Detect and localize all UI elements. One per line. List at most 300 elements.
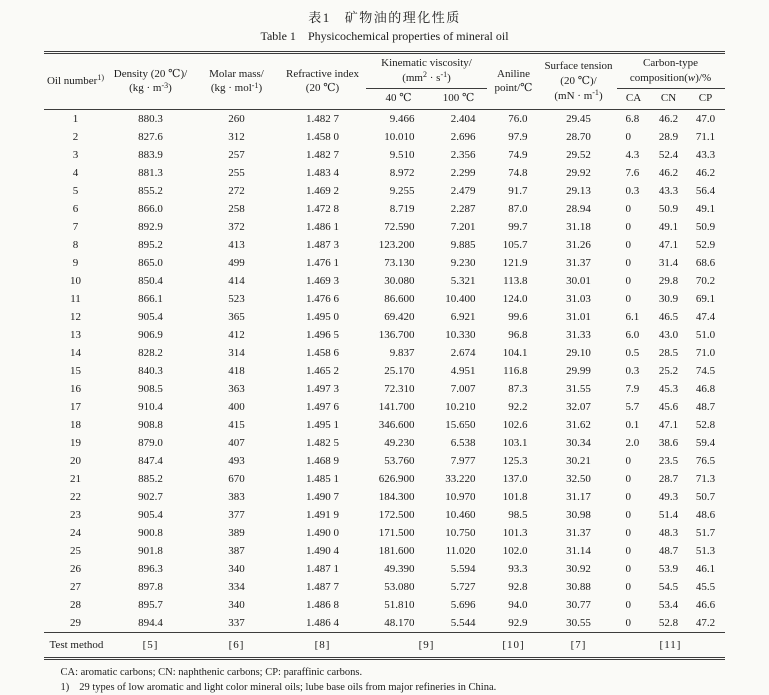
- cell: 523: [228, 292, 245, 305]
- cell: 901.8: [138, 544, 163, 557]
- cell: 32.07: [566, 400, 591, 413]
- cell: 3: [72, 148, 79, 161]
- cell: 908.8: [138, 418, 163, 431]
- cell: 6.538: [450, 436, 476, 449]
- cell: 5.544: [450, 616, 476, 629]
- cell: 13: [69, 328, 81, 341]
- cell: 43.3: [695, 148, 716, 161]
- cell: 0: [625, 274, 631, 287]
- cell: 31.62: [566, 418, 591, 431]
- cell: 0: [625, 508, 631, 521]
- cell: 9.885: [450, 238, 476, 251]
- table-row: [44, 128, 724, 146]
- test-method-aniline: [10]: [487, 632, 541, 658]
- cell: 1: [72, 112, 79, 125]
- cell: 22: [69, 490, 81, 503]
- cell: 0: [625, 580, 631, 593]
- cell: 5.321: [450, 274, 476, 287]
- cell: 31.18: [566, 220, 591, 233]
- cell: 20: [69, 454, 81, 467]
- cell: 363: [228, 382, 245, 395]
- header-ca: CA: [617, 88, 651, 109]
- cell: 10.750: [445, 526, 476, 539]
- cell: 51.3: [695, 544, 716, 557]
- cell: 47.1: [658, 418, 679, 431]
- cell: 91.7: [508, 184, 528, 197]
- cell: 1.486 4: [305, 616, 339, 629]
- cell: 6.8: [625, 112, 640, 125]
- cell: 48.7: [658, 544, 679, 557]
- cell: 52.4: [658, 148, 679, 161]
- cell: 383: [228, 490, 245, 503]
- table-row: [44, 380, 724, 398]
- cell: 24: [69, 526, 81, 539]
- cell: 866.1: [138, 292, 163, 305]
- cell: 1.487 7: [305, 580, 339, 593]
- cell: 883.9: [138, 148, 163, 161]
- cell: 171.500: [378, 526, 415, 539]
- cell: 51.7: [695, 526, 716, 539]
- cell: 1.490 4: [305, 544, 339, 557]
- table-title-en-text: Physicochemical properties of mineral oil: [307, 29, 509, 43]
- cell: 892.9: [138, 220, 163, 233]
- cell: 30.34: [566, 436, 591, 449]
- cell: 314: [228, 346, 245, 359]
- cell: 30.080: [384, 274, 415, 287]
- cell: 2.299: [450, 166, 476, 179]
- table-row: [44, 506, 724, 524]
- cell: 46.2: [658, 166, 679, 179]
- test-method-row: [44, 632, 724, 658]
- cell: 70.2: [695, 274, 716, 287]
- cell: 15.650: [445, 418, 476, 431]
- table-title-en-label: Table 1: [260, 29, 296, 43]
- cell: 45.6: [658, 400, 679, 413]
- cell: 346.600: [378, 418, 415, 431]
- cell: 493: [228, 454, 245, 467]
- cell: 1.487 1: [305, 562, 339, 575]
- cell: 29.13: [566, 184, 591, 197]
- cell: 1.458 6: [305, 346, 339, 359]
- test-method-molar: [6]: [194, 632, 278, 658]
- cell: 1.487 3: [305, 238, 339, 251]
- cell: 113.8: [503, 274, 528, 287]
- footnote-note-1-text: 29 types of low aromatic and light color mineral oils; lube base oils from major refineries in China.: [79, 681, 497, 693]
- cell: 69.420: [384, 310, 415, 323]
- cell: 418: [228, 364, 245, 377]
- cell: 885.2: [138, 472, 163, 485]
- table-title-cn: [0, 7, 769, 26]
- cell: 5.696: [450, 598, 476, 611]
- cell: 855.2: [138, 184, 163, 197]
- cell: 18: [69, 418, 81, 431]
- cell: 910.4: [138, 400, 163, 413]
- test-method-surface: [7]: [541, 632, 617, 658]
- cell: 47.0: [695, 112, 716, 125]
- cell: 92.2: [508, 400, 528, 413]
- cell: 28.7: [658, 472, 679, 485]
- cell: 626.900: [378, 472, 415, 485]
- cell: 48.3: [658, 526, 679, 539]
- cell: 28: [69, 598, 81, 611]
- cell: 372: [228, 220, 245, 233]
- cell: 9.255: [389, 184, 415, 197]
- cell: 125.3: [502, 454, 528, 467]
- cell: 0.3: [625, 184, 640, 197]
- test-method-viscosity: [9]: [366, 632, 486, 658]
- cell: 499: [228, 256, 245, 269]
- cell: 45.3: [658, 382, 679, 395]
- cell: 32.50: [566, 472, 591, 485]
- cell: 1.486 1: [305, 220, 339, 233]
- cell: 895.2: [138, 238, 163, 251]
- cell: 30.21: [566, 454, 591, 467]
- cell: 25: [69, 544, 81, 557]
- cell: 72.590: [384, 220, 415, 233]
- table-row: [44, 470, 724, 488]
- header-viscosity-100c: 100 ℃: [430, 88, 486, 109]
- cell: 74.5: [695, 364, 716, 377]
- cell: 0: [625, 202, 631, 215]
- cell: 387: [228, 544, 245, 557]
- cell: 76.5: [695, 454, 716, 467]
- cell: 894.4: [138, 616, 163, 629]
- cell: 48.170: [384, 616, 415, 629]
- table-row: [44, 524, 724, 542]
- cell: 414: [228, 274, 245, 287]
- cell: 43.0: [658, 328, 679, 341]
- cell: 53.4: [658, 598, 679, 611]
- cell: 10.010: [384, 130, 415, 143]
- test-method-label: Test method: [44, 632, 106, 658]
- cell: 1.465 2: [305, 364, 339, 377]
- header-oil-number: Oil number$^{1)}$: [44, 53, 106, 110]
- cell: 0: [625, 454, 631, 467]
- cell: 46.1: [695, 562, 716, 575]
- cell: 52.8: [695, 418, 716, 431]
- cell: 46.2: [695, 166, 716, 179]
- cell: 828.2: [138, 346, 163, 359]
- cell: 865.0: [138, 256, 163, 269]
- cell: 10.330: [445, 328, 476, 341]
- table-row: [44, 326, 724, 344]
- test-method-refractive: [8]: [278, 632, 366, 658]
- cell: 11.020: [445, 544, 476, 557]
- cell: 377: [228, 508, 245, 521]
- table-row: [44, 578, 724, 596]
- cell: 1.491 9: [305, 508, 339, 521]
- header-aniline-point: Aniline point/℃: [487, 53, 541, 110]
- cell: 1.497 6: [305, 400, 339, 413]
- footnote-note-1: [45, 680, 725, 695]
- table-row: [44, 542, 724, 560]
- cell: 0.3: [625, 364, 640, 377]
- cell: 51.0: [695, 328, 716, 341]
- cell: 1.496 5: [305, 328, 339, 341]
- cell: 30.92: [566, 562, 591, 575]
- cell: 0: [625, 256, 631, 269]
- cell: 102.6: [502, 418, 528, 431]
- cell: 900.8: [138, 526, 163, 539]
- cell: 7.6: [625, 166, 640, 179]
- mineral-oil-properties-table: [44, 51, 724, 660]
- cell: 895.7: [138, 598, 163, 611]
- table-title-en: [0, 29, 769, 44]
- cell: 255: [228, 166, 245, 179]
- cell: 1.468 9: [305, 454, 339, 467]
- cell: 0: [625, 544, 631, 557]
- cell: 16: [69, 382, 81, 395]
- cell: 10.460: [445, 508, 476, 521]
- header-kinematic-viscosity: Kinematic viscosity/ $(mm^2 \cdot s^{-1})$: [366, 53, 486, 89]
- cell: 48.6: [695, 508, 716, 521]
- cell: 7.977: [450, 454, 476, 467]
- test-method-density: [5]: [106, 632, 194, 658]
- cell: 272: [228, 184, 245, 197]
- cell: 31.01: [566, 310, 591, 323]
- cell: 31.26: [566, 238, 591, 251]
- table-row: [44, 596, 724, 614]
- cell: 30.98: [566, 508, 591, 521]
- cell: 31.55: [566, 382, 591, 395]
- cell: 103.1: [502, 436, 528, 449]
- cell: 28.70: [566, 130, 591, 143]
- cell: 880.3: [138, 112, 163, 125]
- cell: 27: [69, 580, 81, 593]
- cell: 33.220: [445, 472, 476, 485]
- cell: 9.837: [389, 346, 415, 359]
- cell: 87.0: [508, 202, 528, 215]
- cell: 389: [228, 526, 245, 539]
- cell: 7.9: [625, 382, 640, 395]
- table-row: [44, 434, 724, 452]
- cell: 0: [625, 220, 631, 233]
- cell: 124.0: [502, 292, 528, 305]
- cell: 29: [69, 616, 81, 629]
- cell: 50.9: [695, 220, 716, 233]
- cell: 31.4: [658, 256, 679, 269]
- cell: 25.170: [384, 364, 415, 377]
- cell: 48.7: [695, 400, 716, 413]
- cell: 8.719: [389, 202, 415, 215]
- cell: 71.1: [695, 130, 716, 143]
- table-row: [44, 182, 724, 200]
- cell: 92.8: [508, 580, 528, 593]
- cell: 29.92: [566, 166, 591, 179]
- cell: 46.8: [695, 382, 716, 395]
- cell: 0: [625, 292, 631, 305]
- cell: 9.466: [389, 112, 415, 125]
- cell: 29.45: [566, 112, 591, 125]
- table-row: [44, 488, 724, 506]
- cell: 51.4: [658, 508, 679, 521]
- cell: 1.495 1: [305, 418, 339, 431]
- cell: 2.356: [450, 148, 476, 161]
- cell: 29.8: [658, 274, 679, 287]
- cell: 28.5: [658, 346, 679, 359]
- cell: 897.8: [138, 580, 163, 593]
- header-carbon-type-composition: Carbon-type composition(w)/%: [617, 53, 725, 89]
- cell: 50.7: [695, 490, 716, 503]
- cell: 46.6: [695, 598, 716, 611]
- cell: 4.3: [625, 148, 640, 161]
- cell: 98.5: [508, 508, 528, 521]
- cell: 28.94: [566, 202, 591, 215]
- cell: 73.130: [384, 256, 415, 269]
- cell: 59.4: [695, 436, 716, 449]
- cell: 10: [69, 274, 81, 287]
- cell: 2.287: [450, 202, 476, 215]
- cell: 10.400: [445, 292, 476, 305]
- cell: 1.482 7: [305, 112, 339, 125]
- cell: 29.52: [566, 148, 591, 161]
- cell: 101.3: [502, 526, 528, 539]
- cell: 141.700: [378, 400, 415, 413]
- cell: 47.2: [695, 616, 716, 629]
- cell: 47.4: [695, 310, 716, 323]
- cell: 6.921: [450, 310, 476, 323]
- cell: 45.5: [695, 580, 716, 593]
- cell: 337: [228, 616, 245, 629]
- cell: 74.8: [508, 166, 528, 179]
- cell: 8.972: [389, 166, 415, 179]
- footnote-abbreviations: CA: aromatic carbons; CN: naphthenic carbons; CP: paraffinic carbons.: [60, 666, 363, 678]
- cell: 19: [69, 436, 81, 449]
- cell: 2.0: [625, 436, 640, 449]
- table-row: [44, 614, 724, 633]
- header-surface-tension: Surface tension (20 ℃)/ $(mN \cdot m^{-1})$: [541, 53, 617, 110]
- cell: 137.0: [502, 472, 528, 485]
- table-row: [44, 109, 724, 128]
- cell: 0: [625, 490, 631, 503]
- cell: 0: [625, 616, 631, 629]
- cell: 53.760: [384, 454, 415, 467]
- cell: 87.3: [508, 382, 528, 395]
- cell: 2.404: [450, 112, 476, 125]
- cell: 1.485 1: [305, 472, 339, 485]
- cell: 258: [228, 202, 245, 215]
- table-row: [44, 290, 724, 308]
- cell: 31.03: [566, 292, 591, 305]
- cell: 31.37: [566, 526, 591, 539]
- cell: 17: [69, 400, 81, 413]
- cell: 86.600: [384, 292, 415, 305]
- table-row: [44, 236, 724, 254]
- cell: 905.4: [138, 508, 163, 521]
- cell: 12: [69, 310, 81, 323]
- table-row: [44, 308, 724, 326]
- cell: 0: [625, 598, 631, 611]
- cell: 260: [228, 112, 245, 125]
- cell: 71.0: [695, 346, 716, 359]
- cell: 1.458 0: [305, 130, 339, 143]
- cell: 312: [228, 130, 245, 143]
- cell: 840.3: [138, 364, 163, 377]
- cell: 1.490 7: [305, 490, 339, 503]
- cell: 29.99: [566, 364, 591, 377]
- cell: 866.0: [138, 202, 163, 215]
- cell: 172.500: [378, 508, 415, 521]
- cell: 30.88: [566, 580, 591, 593]
- cell: 104.1: [502, 346, 528, 359]
- cell: 53.080: [384, 580, 415, 593]
- cell: 1.469 3: [305, 274, 339, 287]
- cell: 5.727: [450, 580, 476, 593]
- cell: 99.7: [508, 220, 528, 233]
- cell: 1.497 3: [305, 382, 339, 395]
- footnotes: [45, 665, 725, 695]
- cell: 7.007: [450, 382, 476, 395]
- cell: 184.300: [378, 490, 415, 503]
- table-row: [44, 164, 724, 182]
- cell: 879.0: [138, 436, 163, 449]
- cell: 5.7: [625, 400, 640, 413]
- cell: 30.9: [658, 292, 679, 305]
- cell: 72.310: [384, 382, 415, 395]
- cell: 0: [625, 238, 631, 251]
- cell: 54.5: [658, 580, 679, 593]
- cell: 7: [72, 220, 79, 233]
- header-refractive-index: Refractive index (20 ℃): [278, 53, 366, 110]
- cell: 1.476 1: [305, 256, 339, 269]
- cell: 181.600: [378, 544, 415, 557]
- cell: 53.9: [658, 562, 679, 575]
- cell: 0: [625, 562, 631, 575]
- cell: 1.482 5: [305, 436, 339, 449]
- cell: 14: [69, 346, 81, 359]
- cell: 68.6: [695, 256, 716, 269]
- cell: 49.390: [384, 562, 415, 575]
- table-row: [44, 398, 724, 416]
- cell: 15: [69, 364, 81, 377]
- cell: 52.8: [658, 616, 679, 629]
- cell: 340: [228, 562, 245, 575]
- cell: 1.483 4: [305, 166, 339, 179]
- cell: 101.8: [502, 490, 528, 503]
- cell: 10.970: [445, 490, 476, 503]
- cell: 1.495 0: [305, 310, 339, 323]
- cell: 7.201: [450, 220, 476, 233]
- cell: 400: [228, 400, 245, 413]
- cell: 49.3: [658, 490, 679, 503]
- cell: 2.674: [450, 346, 476, 359]
- cell: 2.479: [450, 184, 476, 197]
- table-row: [44, 200, 724, 218]
- cell: 415: [228, 418, 245, 431]
- cell: 47.1: [658, 238, 679, 251]
- cell: 6.1: [625, 310, 640, 323]
- cell: 71.3: [695, 472, 716, 485]
- cell: 0: [625, 130, 631, 143]
- cell: 9.230: [450, 256, 476, 269]
- cell: 8: [72, 238, 79, 251]
- cell: 31.17: [566, 490, 591, 503]
- cell: 847.4: [138, 454, 163, 467]
- cell: 881.3: [138, 166, 163, 179]
- cell: 905.4: [138, 310, 163, 323]
- cell: 97.9: [508, 130, 528, 143]
- cell: 49.1: [695, 202, 716, 215]
- table-header: [44, 53, 724, 110]
- cell: 407: [228, 436, 245, 449]
- table-row: [44, 146, 724, 164]
- cell: 0: [625, 472, 631, 485]
- cell: 46.2: [658, 112, 679, 125]
- cell: 0.5: [625, 346, 640, 359]
- cell: 76.0: [508, 112, 528, 125]
- test-method-carbon: [11]: [617, 632, 725, 658]
- table-body: [44, 109, 724, 632]
